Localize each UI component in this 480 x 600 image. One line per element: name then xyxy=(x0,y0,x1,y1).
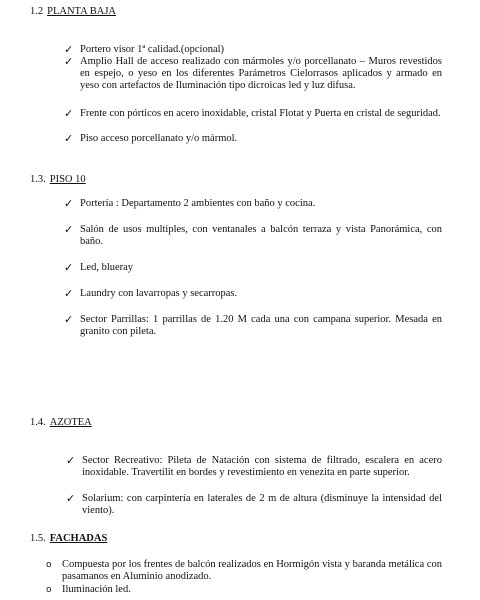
section-title: AZOTEA xyxy=(49,417,92,428)
section-heading-fachadas xyxy=(30,533,107,545)
checkmark-icon: ✓ xyxy=(64,107,74,120)
checkmark-icon: ✓ xyxy=(66,492,76,505)
list-item-text: Laundry con lavarropas y secarropas. xyxy=(80,288,238,299)
section-number: 1.4. xyxy=(30,417,46,428)
list-item xyxy=(64,132,442,145)
list-item-text: Iluminación led. xyxy=(62,584,131,595)
checkmark-icon: ✓ xyxy=(64,223,74,236)
circle-bullet-icon: o xyxy=(46,560,52,570)
circle-bullet-icon: o xyxy=(46,585,52,595)
list-item xyxy=(64,313,442,338)
checkmark-icon: ✓ xyxy=(64,313,74,326)
list-item-text: Compuesta por los frentes de balcón realizados en Hormigón vista y baranda metálica con pasamanos en Aluminio anodizado. xyxy=(62,559,442,582)
section-heading-piso-10 xyxy=(30,174,86,186)
list-item-text: Salón de usos multiples, con ventanales a balcón terraza y vista Panorámica, con baño. xyxy=(80,224,442,247)
list-item-text: Led, blueray xyxy=(80,262,134,273)
section-title: PISO 10 xyxy=(49,174,86,185)
section-heading-planta-baja xyxy=(30,6,116,18)
section-title: PLANTA BAJA xyxy=(47,6,117,17)
list-item-text: Piso acceso porcellanato y/o mármol. xyxy=(80,133,238,144)
list-item-text: Portero visor 1ª calidad.(opcional) xyxy=(80,44,225,55)
list-item xyxy=(64,107,442,120)
section-number: 1.2 xyxy=(30,6,44,17)
section-title: FACHADAS xyxy=(49,533,108,544)
list-item-text: Frente con pórticos en acero inoxidable, cristal Flotat y Puerta en cristal de seguridad. xyxy=(80,108,441,119)
list-item xyxy=(64,261,442,274)
checkmark-icon: ✓ xyxy=(64,261,74,274)
list-item-text: Solarium: con carpintería en laterales de 2 m de altura (disminuye la intensidad del viento). xyxy=(82,493,442,516)
checkmark-icon: ✓ xyxy=(66,454,76,467)
section-heading-azotea xyxy=(30,417,92,429)
list-item xyxy=(64,43,442,56)
list-item xyxy=(66,492,442,517)
list-item xyxy=(64,197,442,210)
list-item xyxy=(46,559,442,583)
section-number: 1.5. xyxy=(30,533,46,544)
checkmark-icon: ✓ xyxy=(64,287,74,300)
list-item xyxy=(66,454,442,479)
list-item xyxy=(64,55,442,92)
checkmark-icon: ✓ xyxy=(64,43,74,56)
list-item xyxy=(46,584,442,596)
list-item xyxy=(64,223,442,248)
list-item-text: Sector Parrillas: 1 parrillas de 1.20 M cada una con campana superior. Mesada en granito con pileta. xyxy=(80,314,442,337)
checkmark-icon: ✓ xyxy=(64,197,74,210)
checkmark-icon: ✓ xyxy=(64,55,74,68)
list-item-text: Amplio Hall de acceso realizado con mármoles y/o porcellanato – Muros revestidos en espejo, o yeso en los diferentes Parámetros Cielorrasos aplicados y armado en yeso con artefactos de Iluminación tipo dicroicas led y luz difusa. xyxy=(80,56,442,91)
checkmark-icon: ✓ xyxy=(64,132,74,145)
list-item-text: Portería : Departamento 2 ambientes con baño y cocina. xyxy=(80,198,316,209)
list-item xyxy=(64,287,442,300)
section-number: 1.3. xyxy=(30,174,46,185)
list-item-text: Sector Recreativo: Pileta de Natación con sistema de filtrado, escalera en acero inoxidable. Travertilit en bordes y revestimiento en venezita en parte superior. xyxy=(82,455,442,478)
